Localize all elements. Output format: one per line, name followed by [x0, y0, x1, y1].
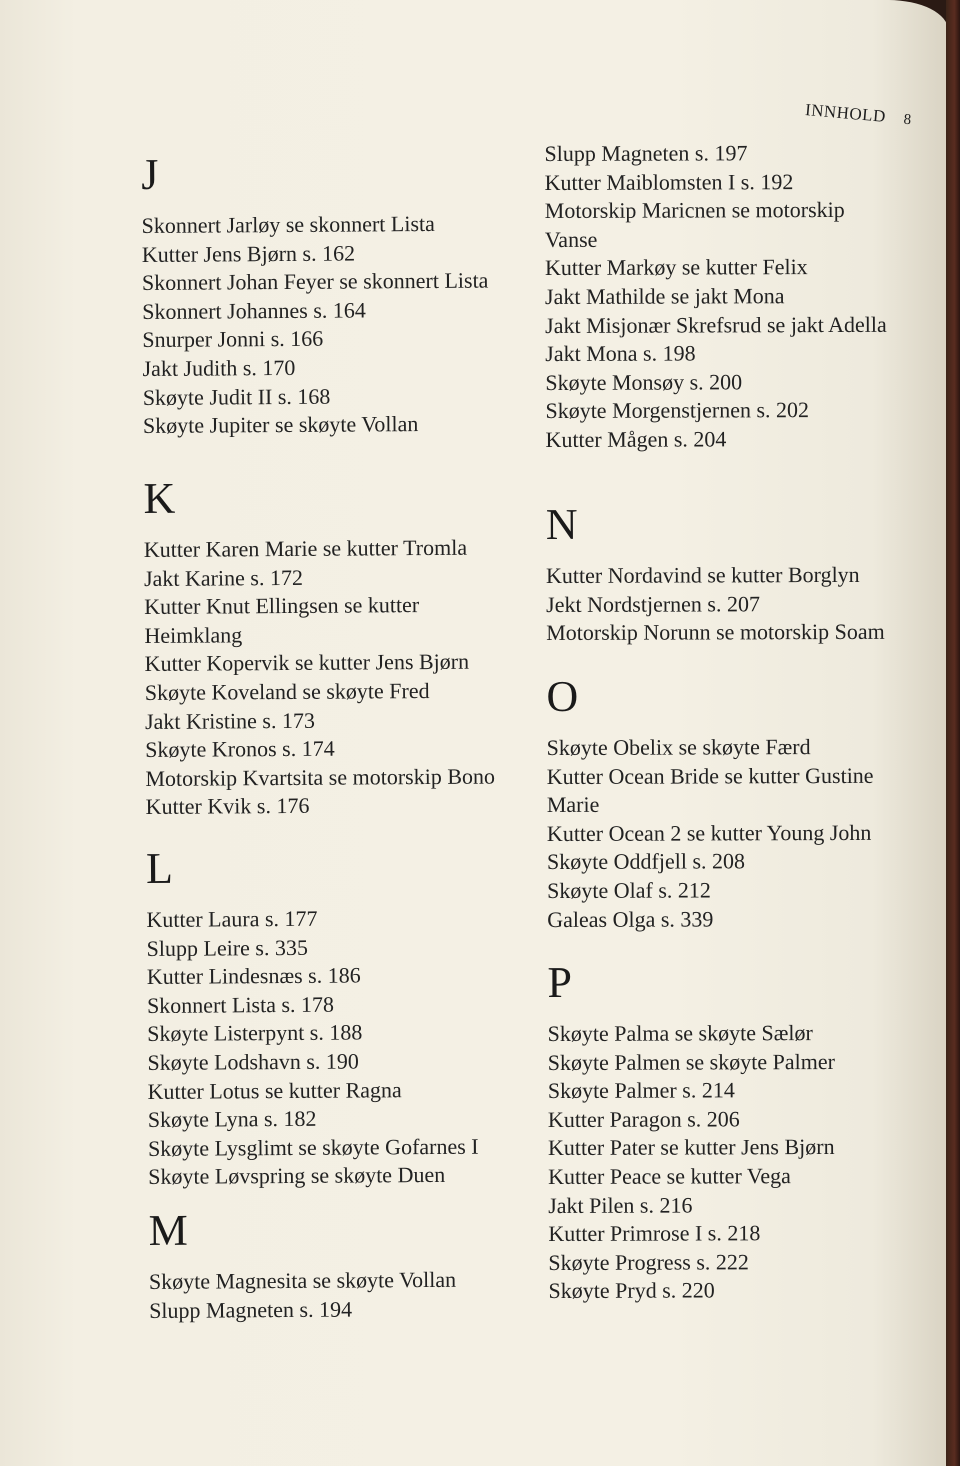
index-entry: Kutter Ocean Bride se kutter Gustine [546, 762, 874, 789]
index-entry: Skonnert Johan Feyer se skonnert Lista [141, 267, 489, 296]
index-entry: Skøyte Lodshavn s. 190 [147, 1048, 359, 1075]
index-entry: Kutter Lotus se kutter Ragna [147, 1076, 402, 1104]
index-section-n [546, 499, 948, 648]
index-entry: Skonnert Lista s. 178 [146, 991, 335, 1018]
index-entry: Kutter Ocean 2 se kutter Young John [546, 819, 872, 846]
index-entry: Kutter Laura s. 177 [146, 905, 318, 932]
section-letter: O [546, 671, 579, 721]
index-section-p [547, 957, 948, 1306]
index-entry: Skøyte Pryd s. 220 [548, 1277, 715, 1304]
index-entry: Vanse [544, 226, 598, 252]
index-entry: Jakt Pilen s. 216 [548, 1192, 693, 1218]
index-entry: Jekt Nordstjernen s. 207 [546, 590, 761, 617]
index-entry: Skøyte Palma se skøyte Sælør [547, 1020, 813, 1046]
index-entry: Kutter Peace se kutter Vega [548, 1163, 791, 1189]
index-entry: Skøyte Løvspring se skøyte Duen [148, 1162, 446, 1190]
index-entry: Skøyte Kronos s. 174 [145, 735, 335, 763]
index-entry: Motorskip Maricnen se motorskip [544, 197, 845, 224]
index-entry: Kutter Markøy se kutter Felix [544, 254, 808, 281]
index-entry: Heimklang [144, 622, 243, 648]
index-entry: Skøyte Progress s. 222 [548, 1249, 749, 1275]
index-entry: Jakt Mathilde se jakt Mona [544, 283, 785, 309]
index-entry: Skonnert Jarløy se skonnert Lista [141, 210, 435, 238]
index-section-o [546, 671, 948, 935]
index-entry: Skøyte Lysglimt se skøyte Gofarnes I [147, 1133, 479, 1161]
index-entry: Jakt Karine s. 172 [143, 564, 303, 591]
section-letter: P [547, 957, 572, 1007]
index-entry: Jakt Kristine s. 173 [144, 707, 316, 734]
index-entry: Skøyte Lyna s. 182 [147, 1105, 317, 1133]
index-section-l [146, 841, 568, 1192]
index-entry: Kutter Primrose I s. 218 [548, 1220, 761, 1247]
page-number: 8 [902, 111, 913, 129]
section-letter: L [145, 843, 174, 893]
index-entry: Marie [546, 791, 600, 818]
index-entry: Kutter Lindesnæs s. 186 [146, 962, 361, 990]
index-entry: Jakt Misjonær Skrefsrud se jakt Adella [545, 311, 887, 338]
index-entry: Skøyte Palmer s. 214 [547, 1077, 735, 1104]
index-entry: Kutter Nordavind se kutter Borglyn [545, 561, 860, 588]
index-entry: Skøyte Monsøy s. 200 [545, 369, 743, 395]
index-entry: Skøyte Obelix se skøyte Færd [546, 734, 811, 760]
index-section-m-continued [544, 139, 948, 455]
section-letter: J [141, 149, 159, 199]
section-letter: N [545, 499, 578, 549]
index-entry: Kutter Pater se kutter Jens Bjørn [547, 1134, 835, 1161]
index-entry: Skøyte Judit II s. 168 [142, 383, 331, 410]
section-letter: M [148, 1205, 188, 1255]
index-entry: Slupp Magneten s. 194 [149, 1296, 353, 1323]
book-edge [946, 0, 960, 1466]
index-entry: Jakt Mona s. 198 [545, 340, 696, 367]
index-entry: Galeas Olga s. 339 [547, 905, 714, 932]
index-entry: Motorskip Kvartsita se motorskip Bono [145, 763, 496, 791]
index-entry: Jakt Judith s. 170 [142, 354, 296, 381]
index-entry: Skøyte Magnesita se skøyte Vollan [148, 1266, 457, 1294]
index-entry: Skøyte Morgenstjernen s. 202 [545, 397, 810, 424]
index-entry: Kutter Jens Bjørn s. 162 [141, 240, 356, 267]
running-header [804, 100, 912, 129]
index-entry: Skøyte Koveland se skøyte Fred [144, 677, 430, 705]
index-section-m [148, 1203, 569, 1325]
index-entry: Kutter Paragon s. 206 [547, 1106, 740, 1132]
index-section-k [143, 471, 565, 822]
index-entry: Skøyte Oddfjell s. 208 [546, 848, 746, 875]
index-entry: Kutter Kopervik se kutter Jens Bjørn [144, 649, 470, 677]
index-entry: Slupp Magneten s. 197 [544, 140, 748, 166]
index-entry: Skøyte Olaf s. 212 [547, 877, 711, 903]
index-section-j [141, 147, 563, 441]
index-entry: Motorskip Norunn se motorskip Soam [546, 619, 885, 646]
index-entry: Kutter Karen Marie se kutter Tromla [143, 534, 468, 562]
index-entry: Snurper Jonni s. 166 [142, 326, 324, 353]
header-title: INNHOLD [804, 100, 887, 126]
index-entry: Slupp Leire s. 335 [146, 934, 309, 961]
index-entry: Skøyte Jupiter se skøyte Vollan [142, 411, 419, 439]
index-entry: Kutter Maiblomsten I s. 192 [544, 168, 794, 195]
index-entry: Skøyte Palmen se skøyte Palmer [547, 1048, 835, 1075]
section-letter: K [143, 473, 176, 523]
index-entry: Skøyte Listerpynt s. 188 [147, 1019, 363, 1047]
index-entry: Kutter Kvik s. 176 [145, 793, 310, 820]
index-entry: Skonnert Johannes s. 164 [142, 297, 366, 324]
index-entry: Kutter Knut Ellingsen se kutter [144, 592, 420, 620]
index-entry: Kutter Mågen s. 204 [545, 426, 727, 452]
